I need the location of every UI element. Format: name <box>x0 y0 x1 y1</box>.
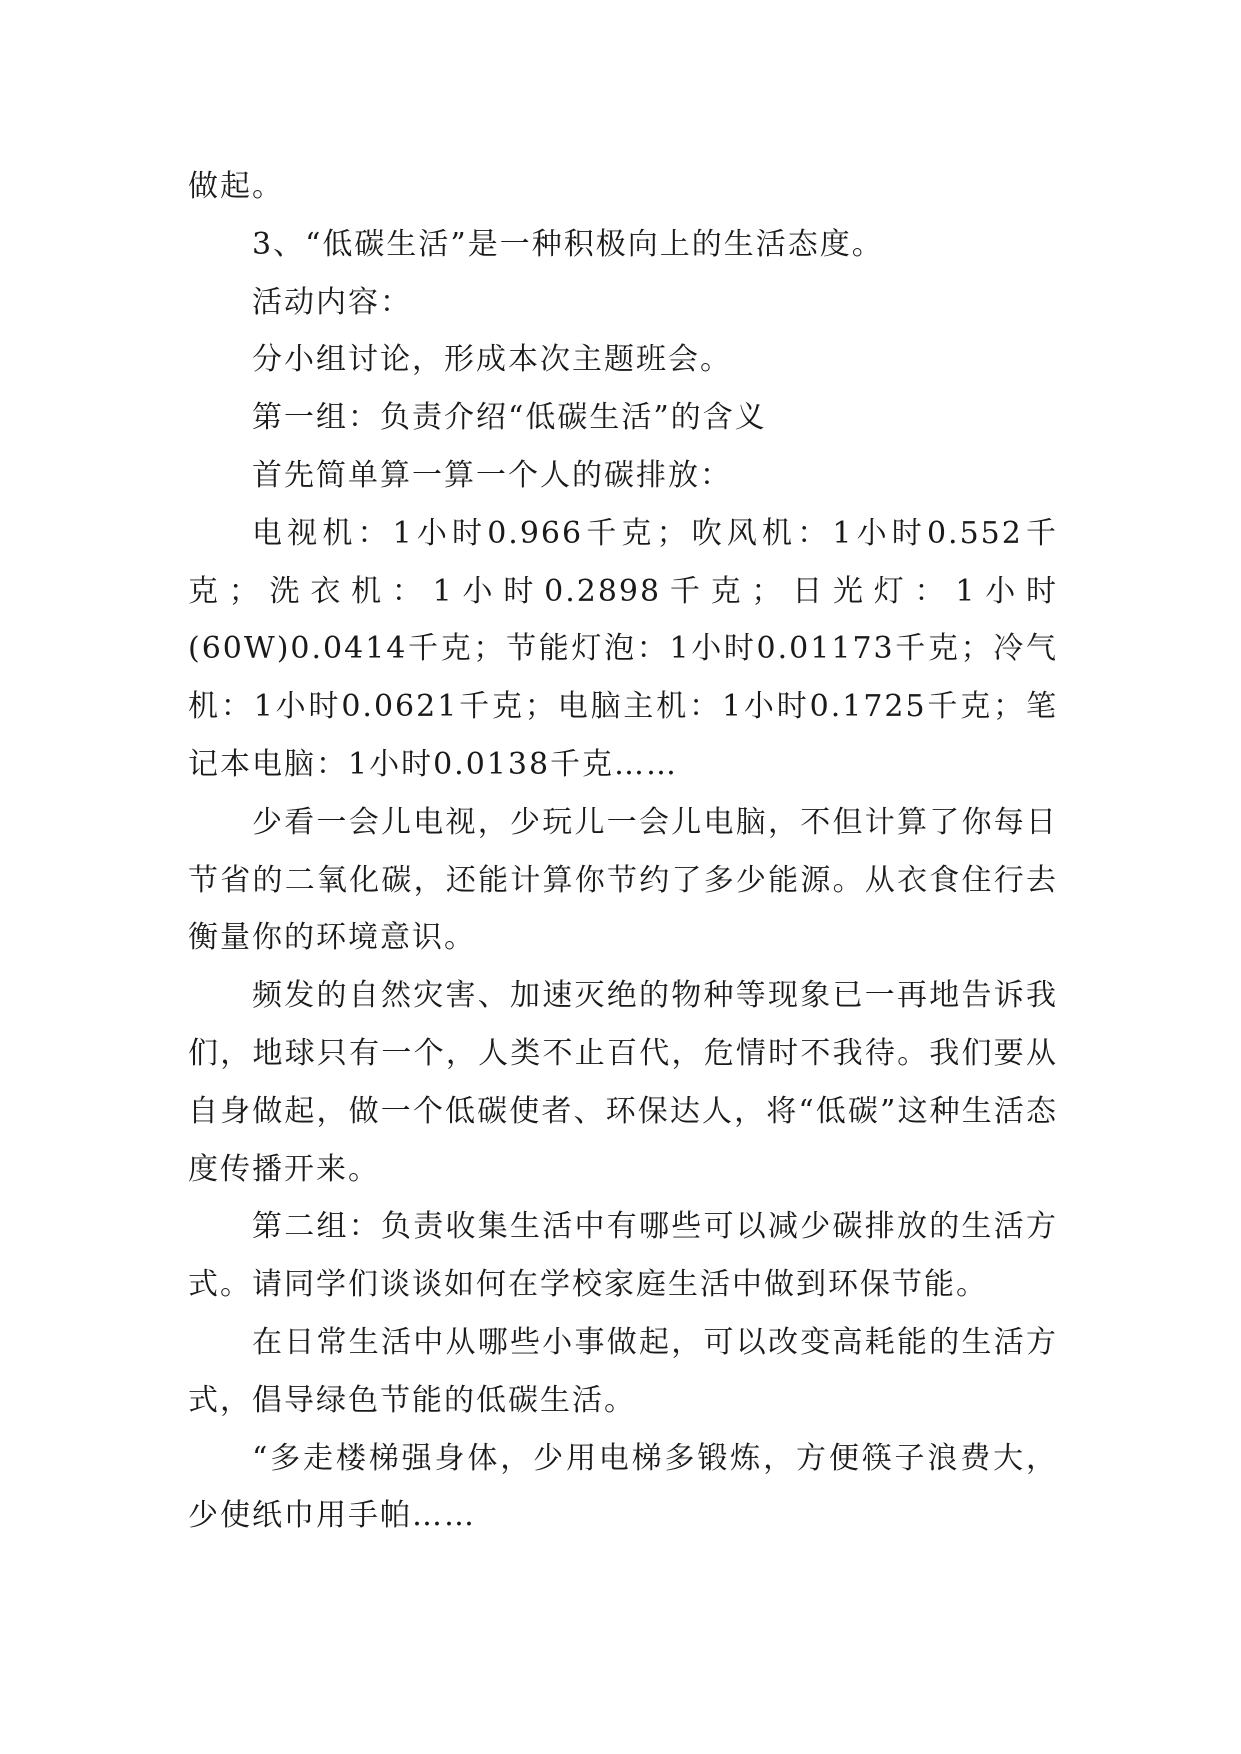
paragraph-carbon-calc-intro: 首先简单算一算一个人的碳排放： <box>252 457 732 493</box>
paragraph-slogan: “多走楼梯强身体，少用电梯多锻炼，方便筷子浪费大，少使纸巾用手帕…… <box>188 1440 1058 1534</box>
paragraph-activity-heading: 活动内容： <box>252 284 412 320</box>
paragraph-continuation: 做起。 <box>188 169 284 204</box>
paragraph-group-two: 第二组：负责收集生活中有哪些可以减少碳排放的生活方式。请同学们谈谈如何在学校家庭生活中做到环保节能。 <box>188 1209 1058 1303</box>
paragraph-less-tv: 少看一会儿电视，少玩儿一会儿电脑，不但计算了你每日节省的二氧化碳，还能计算你节约了多少能源。从衣食住行去衡量你的环境意识。 <box>188 804 1058 956</box>
paragraph-natural-disasters: 频发的自然灾害、加速灭绝的物种等现象已一再地告诉我们，地球只有一个，人类不止百代，危情时不我待。我们要从自身做起，做一个低碳使者、环保达人，将“低碳”这种生活态度传播开来。 <box>188 978 1058 1187</box>
paragraph-group-one: 第一组：负责介绍“低碳生活”的含义 <box>252 400 767 436</box>
paragraph-daily-life: 在日常生活中从哪些小事做起，可以改变高耗能的生活方式，倡导绿色节能的低碳生活。 <box>188 1324 1058 1418</box>
document-body <box>188 158 1058 1545</box>
paragraph-group-discussion: 分小组讨论，形成本次主题班会。 <box>252 342 732 378</box>
paragraph-point-3: 3、“低碳生活”是一种积极向上的生活态度。 <box>252 226 884 262</box>
paragraph-appliance-emissions: 电视机：1小时0.966千克；吹风机：1小时0.552千克；洗衣机：1小时0.2898千克；日光灯：1小时(60W)0.0414千克；节能灯泡：1小时0.01173千克；冷气机：1小时0.0621千克；电脑主机：1小时0.1725千克；笔记本电脑：1小时0.0138千克…… <box>188 515 1058 782</box>
